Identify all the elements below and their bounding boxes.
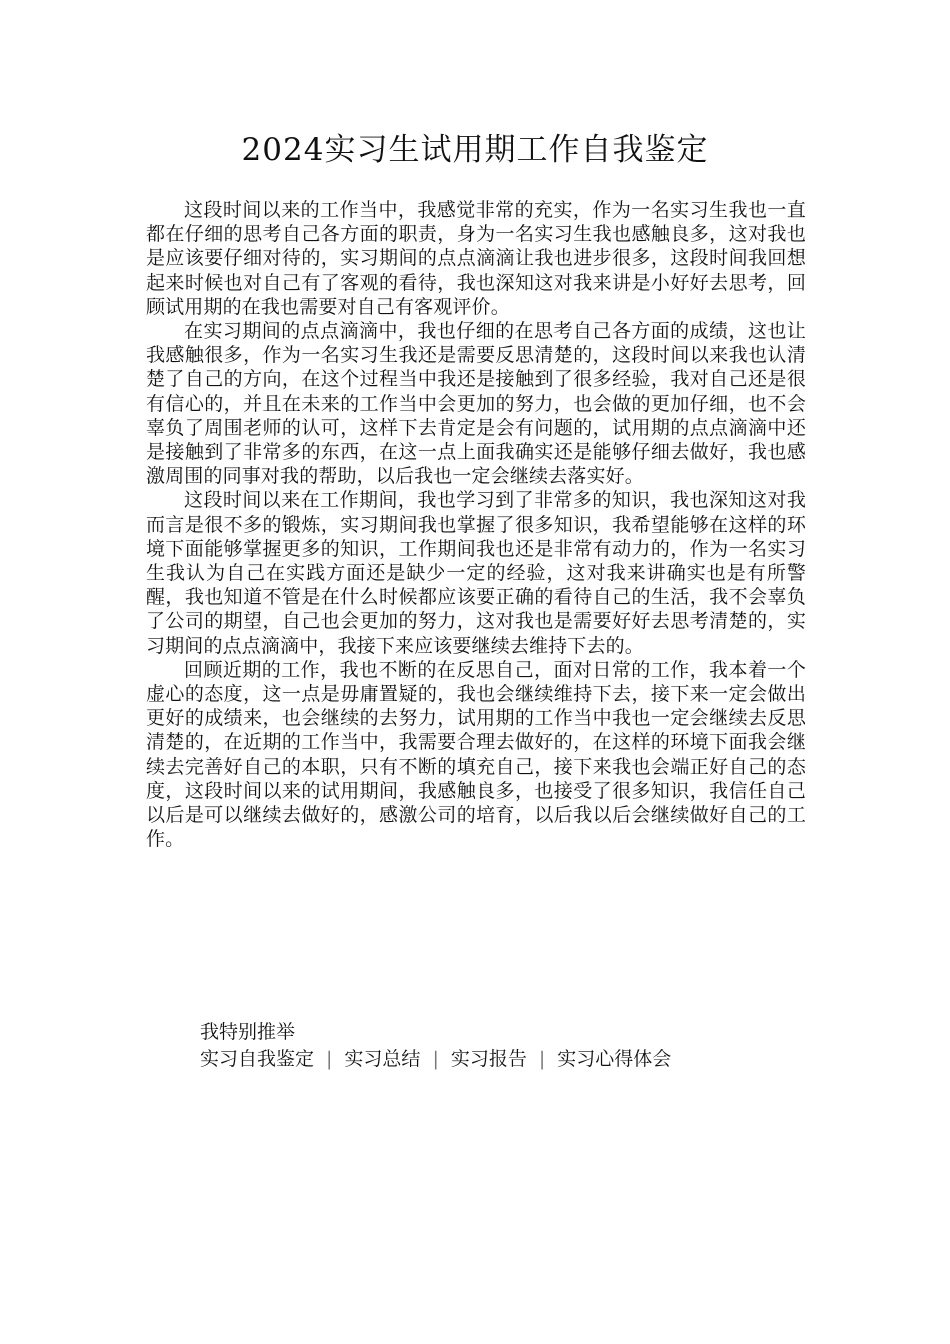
link-reflections[interactable]: 实习心得体会 — [557, 1048, 672, 1070]
recommend-label: 我特别推举 — [200, 1021, 296, 1043]
paragraph-3: 这段时间以来在工作期间，我也学习到了非常多的知识，我也深知这对我而言是很不多的锻炼，实习期间我也掌握了很多知识，我希望能够在这样的环境下面能够掌握更多的知识，工作期间我也还是非常有动力的，作为一名实习生我认为自己在实践方面还是缺少一定的经验，这对我来讲确实也是有所警醒，我也知道不管是在什么时候都应该要正确的看待自己的生活，我不会辜负了公司的期望，自己也会更加的努力，这对我也是需要好好去思考清楚的，实习期间的点点滴滴中，我接下来应该要继续去维持下去的。 — [146, 489, 806, 657]
link-summary[interactable]: 实习总结 — [344, 1048, 421, 1070]
link-self-appraisal[interactable]: 实习自我鉴定 — [200, 1048, 315, 1070]
recommend-links — [200, 1046, 820, 1073]
link-separator: | — [326, 1048, 333, 1070]
paragraph-1: 这段时间以来的工作当中，我感觉非常的充实，作为一名实习生我也一直都在仔细的思考自己各方面的职责，身为一名实习生我也感触良多，这对我也是应该要仔细对待的，实习期间的点点滴滴让我也进步很多，这段时间我回想起来时候也对自己有了客观的看待，我也深知这对我来讲是小好好去思考，回顾试用期的在我也需要对自己有客观评价。 — [146, 199, 806, 318]
document-title: 2024实习生试用期工作自我鉴定 — [241, 132, 709, 168]
link-separator: | — [538, 1048, 546, 1070]
paragraph-2: 在实习期间的点点滴滴中，我也仔细的在思考自己各方面的成绩，这也让我感触很多，作为一名实习生我还是需要反思清楚的，这段时间以来我也认清楚了自己的方向，在这个过程当中我还是接触到了很多经验，我对自己还是很有信心的，并且在未来的工作当中会更加的努力，也会做的更加仔细，也不会辜负了周围老师的认可，这样下去肯定是会有问题的，试用期的点点滴滴中还是接触到了非常多的东西，在这一点上面我确实还是能够仔细去做好，我也感激周围的同事对我的帮助，以后我也一定会继续去落实好。 — [146, 320, 806, 488]
recommend-section — [200, 1019, 820, 1073]
document-body — [146, 198, 806, 851]
link-separator: | — [432, 1048, 439, 1070]
paragraph-4: 回顾近期的工作，我也不断的在反思自己，面对日常的工作，我本着一个虚心的态度，这一点是毋庸置疑的，我也会继续维持下去，接下来一定会做出更好的成绩来，也会继续的去努力，试用期的工作当中我也一定会继续去反思清楚的，在近期的工作当中，我需要合理去做好的，在这样的环境下面我会继续去完善好自己的本职，只有不断的填充自己，接下来我也会端正好自己的态度，这段时间以来的试用期间，我感触良多，也接受了很多知识，我信任自己以后是可以继续去做好的，感激公司的培育，以后我以后会继续做好自己的工作。 — [146, 658, 806, 851]
link-report[interactable]: 实习报告 — [450, 1048, 527, 1070]
